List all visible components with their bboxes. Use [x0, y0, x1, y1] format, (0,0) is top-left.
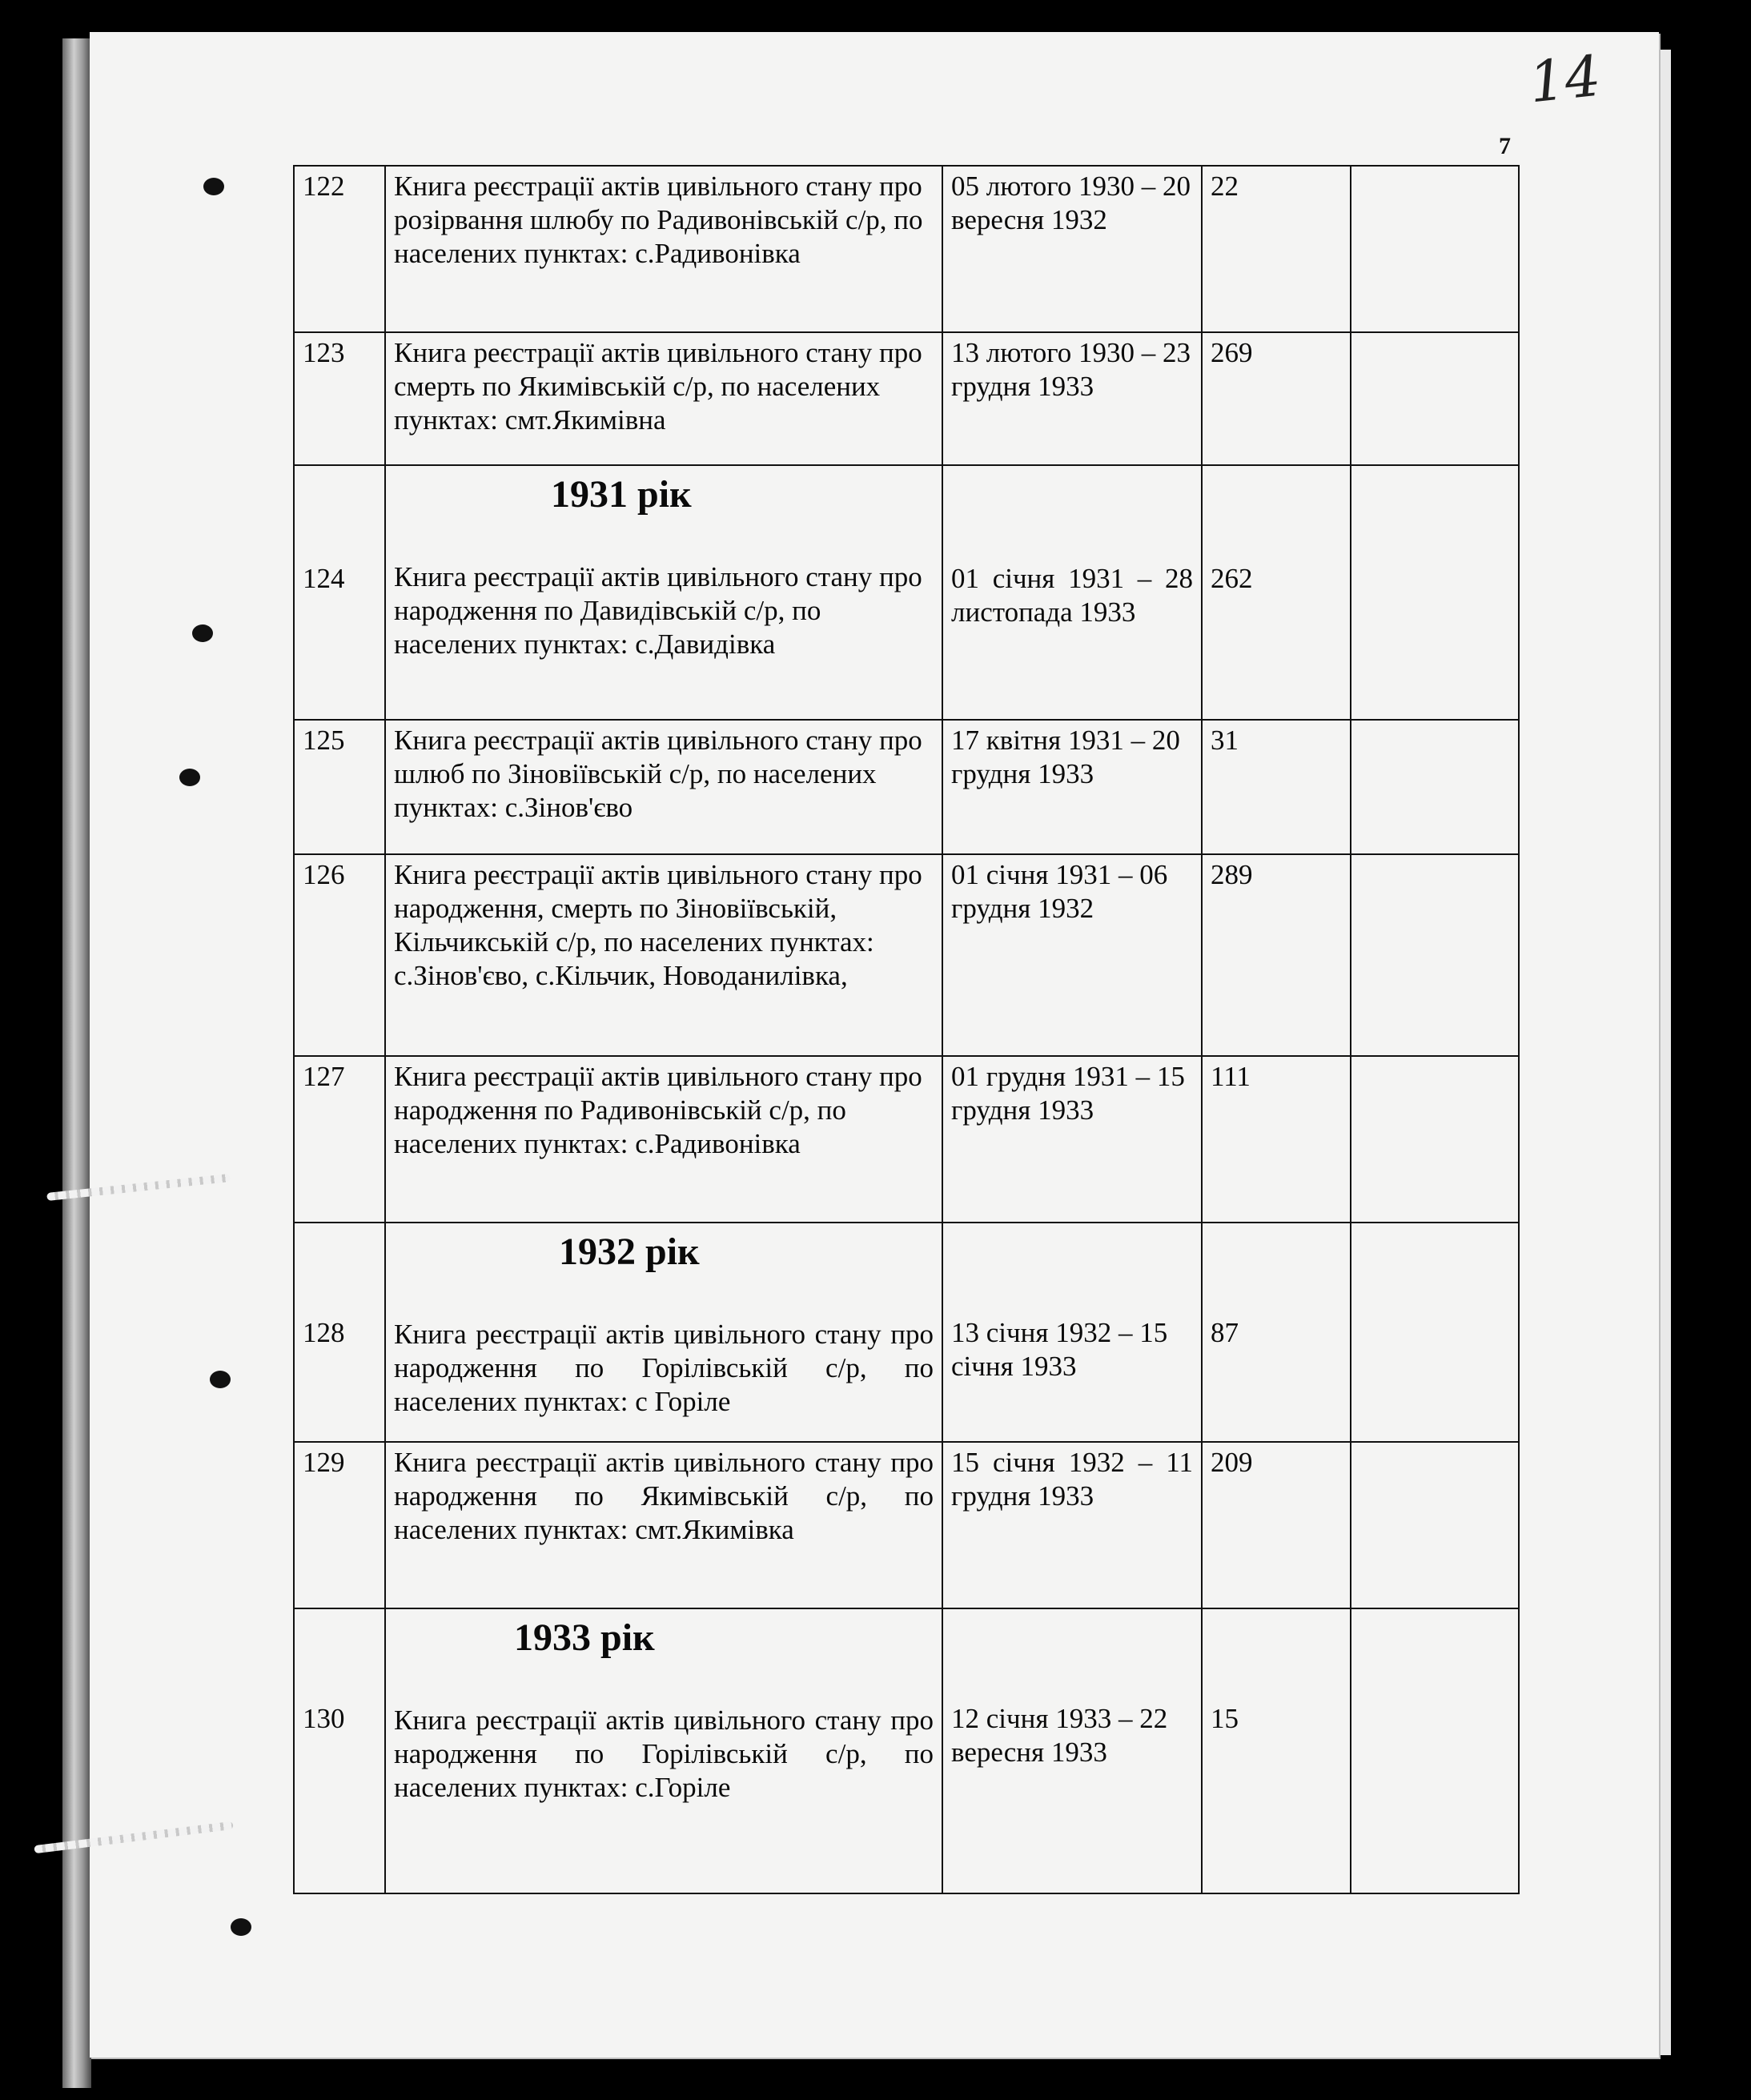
record-sheet-count: 269: [1202, 332, 1351, 465]
record-number: 123: [294, 332, 385, 465]
record-dates: 01 січня 1931 – 06 грудня 1932: [942, 854, 1202, 1056]
punch-hole: [210, 1371, 231, 1388]
record-note: [1351, 1442, 1519, 1608]
record-number: 124: [303, 563, 345, 594]
punch-hole: [231, 1918, 251, 1936]
record-dates: 15 січня 1932 – 11 грудня 1933: [942, 1442, 1202, 1608]
record-sheet-count: 111: [1202, 1056, 1351, 1223]
record-sheet-count: 87: [1211, 1317, 1239, 1348]
table-row: [294, 1442, 1519, 1608]
record-note: [1351, 720, 1519, 854]
record-dates: 01 січня 1931 – 28 листопада 1933: [951, 563, 1193, 628]
record-number: 125: [294, 720, 385, 854]
record-dates: 12 січня 1933 – 22 вересня 1933: [951, 1703, 1168, 1768]
record-sheet-count: 22: [1202, 166, 1351, 332]
record-number: 126: [294, 854, 385, 1056]
punch-hole: [203, 178, 224, 195]
record-dates: 17 квітня 1931 – 20 грудня 1933: [942, 720, 1202, 854]
record-number: 129: [294, 1442, 385, 1608]
record-note: [1351, 1608, 1519, 1893]
record-note: [1351, 1056, 1519, 1223]
year-heading: 1933 рік: [514, 1616, 655, 1659]
table-row: [294, 1223, 1519, 1442]
year-heading: 1932 рік: [559, 1231, 700, 1273]
table-row: [294, 332, 1519, 465]
record-number: 127: [294, 1056, 385, 1223]
punch-hole: [179, 769, 200, 786]
record-note: [1351, 166, 1519, 332]
record-sheet-count: 262: [1211, 563, 1253, 594]
record-sheet-count: 209: [1202, 1442, 1351, 1608]
record-title: Книга реєстрації актів цивільного стану про народження по Радивонівській с/р, по населених пунктах: с.Радивонівка: [385, 1056, 942, 1223]
table-row: [294, 1608, 1519, 1893]
record-title: Книга реєстрації актів цивільного стану про народження по Якимівській с/р, по населених пунктах: смт.Якимівка: [385, 1442, 942, 1608]
binding-strip: [62, 38, 91, 2088]
record-sheet-count: 289: [1202, 854, 1351, 1056]
table-row: [294, 854, 1519, 1056]
record-number: 130: [303, 1703, 345, 1734]
record-sheet-count: 31: [1202, 720, 1351, 854]
record-note: [1351, 1223, 1519, 1442]
record-note: [1351, 332, 1519, 465]
record-title: Книга реєстрації актів цивільного стану про смерть по Якимівській с/р, по населених пунктах: смт.Якимівна: [385, 332, 942, 465]
record-title: Книга реєстрації актів цивільного стану про розірвання шлюбу по Радивонівській с/р, по населених пунктах: с.Радивонівка: [385, 166, 942, 332]
record-sheet-count: 15: [1211, 1703, 1239, 1734]
record-number: 122: [294, 166, 385, 332]
folio-number: 14: [1525, 42, 1604, 116]
table-row: [294, 166, 1519, 332]
record-title: Книга реєстрації актів цивільного стану про народження по Горілівській с/р, по населених пунктах: с.Горіле: [394, 1704, 934, 1803]
record-dates: 13 лютого 1930 – 23 грудня 1933: [942, 332, 1202, 465]
punch-hole: [192, 624, 213, 642]
record-note: [1351, 465, 1519, 720]
year-heading: 1931 рік: [551, 473, 692, 516]
table-row: [294, 465, 1519, 720]
table-row: [294, 1056, 1519, 1223]
record-title: Книга реєстрації актів цивільного стану про народження по Горілівській с/р, по населених пунктах: с Горіле: [394, 1319, 934, 1417]
record-dates: 05 лютого 1930 – 20 вересня 1932: [942, 166, 1202, 332]
record-dates: 13 січня 1932 – 15 січня 1933: [951, 1317, 1168, 1382]
record-title: Книга реєстрації актів цивільного стану про шлюб по Зіновіївській с/р, по населених пунктах: с.Зінов'єво: [385, 720, 942, 854]
table-row: [294, 720, 1519, 854]
record-note: [1351, 854, 1519, 1056]
page-number: 7: [1499, 133, 1511, 159]
record-number: 128: [303, 1317, 345, 1348]
record-title: Книга реєстрації актів цивільного стану про народження по Давидівській с/р, по населених пунктах: с.Давидівка: [394, 561, 922, 660]
register-table: [293, 165, 1520, 1894]
record-title: Книга реєстрації актів цивільного стану про народження, смерть по Зіновіївській, Кільчикській с/р, по населених пунктах: с.Зінов'єво, с.Кільчик, Новоданилівка,: [385, 854, 942, 1056]
record-dates: 01 грудня 1931 – 15 грудня 1933: [942, 1056, 1202, 1223]
